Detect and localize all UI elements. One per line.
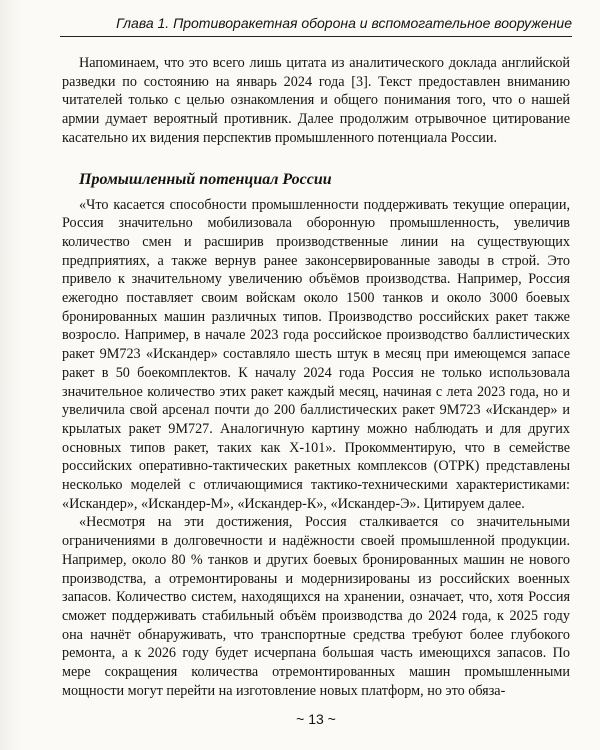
body-paragraph-1: «Что касается способности промышленности поддерживать текущие операции, Россия значительно мобилизовала оборонную промышленность, увеличив количество смен и расширив производственные линии на существующих предприятиях, а также вернув ранее законсервированные заводы в строй. Это привело к значительному увеличению объёмов производства. Например, Россия ежегодно поставляет своим войскам около 1500 танков и около 3000 боевых бронированных машин различных типов. Производство российских ракет также возросло. Например, в начале 2023 года российское производство баллистических ракет 9М723 «Искандер» составляло шесть штук в месяц при имеющемся запасе ракет в 50 боекомплектов. К началу 2024 года Россия не только использовала значительное количество этих ракет каждый месяц, начиная с лета 2023 года, но и увеличила свой арсенал почти до 200 баллистических ракет 9М723 «Искандер» и крылатых ракет 9М727. Аналогичную картину можно наблюдать и для других основных типов ракет, таких как Х-101». Прокомментирую, что в семействе российских оперативно-тактических ракетных комплексов (ОТРК) представлены несколько моделей с отличающимися тактико-техническими характеристиками: «Искандер», «Искандер-М», «Искандер-К», «Искандер-Э». Цитируем далее. (62, 196, 570, 512)
section-heading: Промышленный потенциал России (79, 170, 332, 188)
running-header: Глава 1. Противоракетная оборона и вспомогательное вооружение (60, 10, 572, 37)
page-body (62, 54, 570, 701)
body-paragraph-2: «Несмотря на эти достижения, Россия сталкивается со значительными ограничениями в долговечности и надёжности своей промышленной продукции. Например, около 80 % танков и других боевых бронированных машин не нового производства, а отремонтированы и модернизированы из российских военных запасов. Количество систем, находящихся на хранении, означает, что, хотя Россия сможет поддерживать стабильный объём производства до 2024 года, к 2025 году она начнёт обнаруживать, что транспортные средства требуют более глубокого ремонта, а к 2026 году будет исчерпана большая часть имеющихся запасов. По мере сокращения количества отремонтированных машин промышленными мощности могут перейти на изготовление новых платформ, но это обяза- (62, 514, 570, 699)
page-number: ~ 13 ~ (296, 711, 336, 727)
intro-paragraph: Напоминаем, что это всего лишь цитата из аналитического доклада английской разведки по состоянию на январь 2024 года [3]. Текст предоставлен вниманию читателей только с целью ознакомления и общего понимания того, что о нашей армии думает вероятный противник. Далее продолжим отрывочное цитирование касательно их видения перспектив промышленного потенциала России. (62, 55, 570, 146)
